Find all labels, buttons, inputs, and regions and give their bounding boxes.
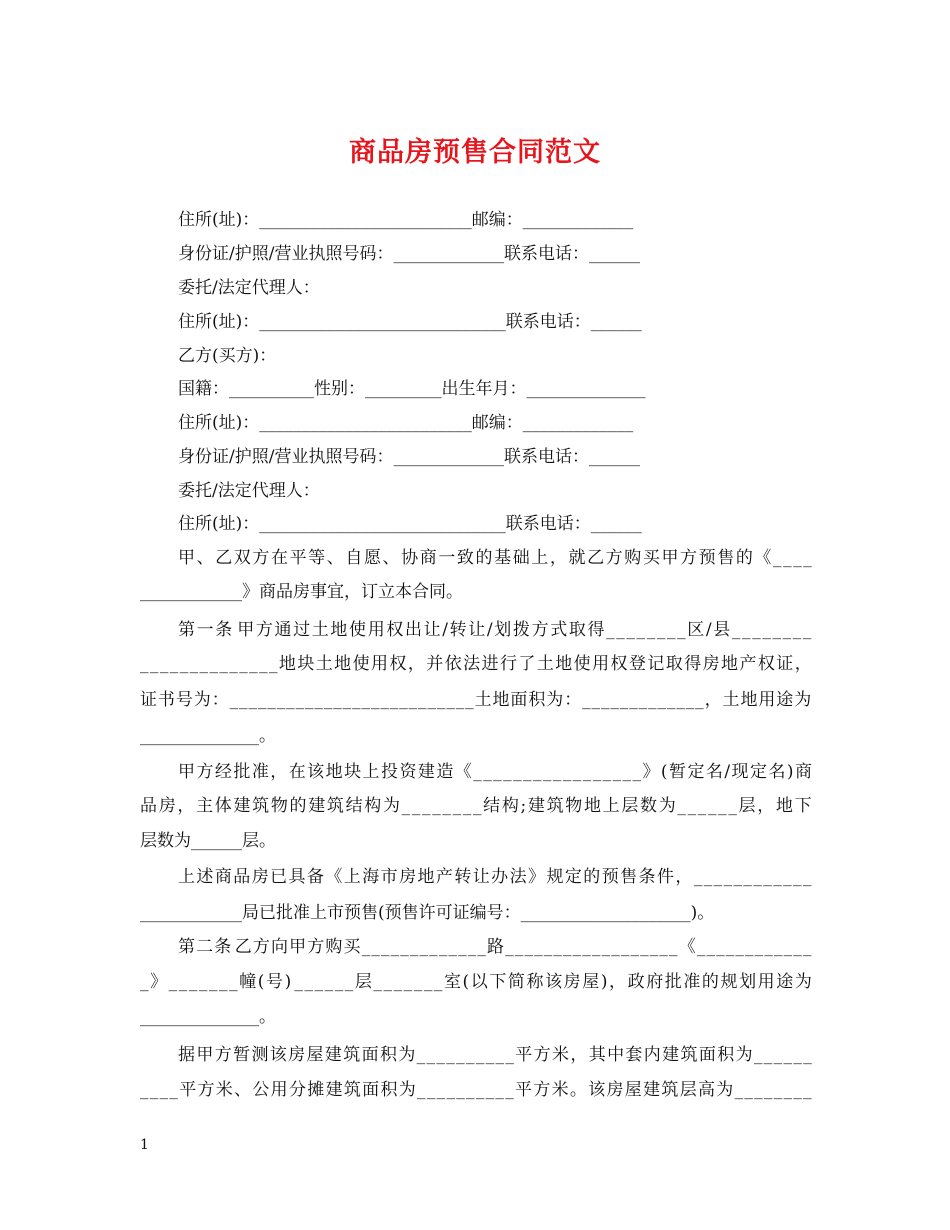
text-line: 品 房 ， 主 体 建 筑 物 的 建 筑 结 构 为 _ _ _ _ _ _ _ _ 结 构 ; 建 筑 物 地 上 层 数 为 _ _ _ _ _ _ 层 ， 地 下: [140, 796, 812, 816]
text-line: 上 述 商 品 房 已 具 备 《 上 海 市 房 地 产 转 让 办 法 》 规 定 的 预 售 条 件 ， _ _ _ _ _ _ _ _ _ _ _ _: [178, 867, 812, 887]
text-line: 身份证/护照/营业执照号码：_____________联系电话：______: [178, 447, 640, 467]
text-line: 国籍：__________性别：_________出生年月：______________: [178, 379, 646, 399]
text-line: 第 一 条 甲 方 通 过 土 地 使 用 权 出 让 / 转 让 / 划 拨 方 式 取 得 _ _ _ _ _ _ _ _ 区 / 县 _ _ _ _ _ _ _ _: [178, 620, 812, 640]
text-line: 甲 、 乙 双 方 在 平 等 、 自 愿 、 协 商 一 致 的 基 础 上 ， 就 乙 方 购 买 甲 方 预 售 的 《 _ _ _ _: [178, 548, 812, 568]
text-line: 层数为______层。: [140, 831, 276, 851]
text-line: 乙方(买方)：: [178, 346, 277, 366]
text-line: 住所(址)：_________________________邮编：_____________: [178, 413, 634, 433]
text-line: _ _ _ _ 平 方 米 、 公 用 分 摊 建 筑 面 积 为 _ _ _ _ _ _ _ _ _ _ 平 方 米 。 该 房 屋 建 筑 层 高 为 _ _ _ _ _ _ _ _: [140, 1080, 812, 1100]
text-line: 委托/法定代理人：: [178, 481, 320, 501]
text-line: 住所(址)：_________________________邮编：_____________: [178, 210, 634, 230]
text-line: 委托/法定代理人：: [178, 278, 320, 298]
text-line: 第 二 条 乙 方 向 甲 方 购 买 _ _ _ _ _ _ _ _ _ _ _ _ _ 路 _ _ _ _ _ _ _ _ _ _ _ _ _ _ _ _ _ _ 《 _ _ _ _ _ _ _ _ _ _ _ _: [178, 937, 812, 957]
text-line: 据 甲 方 暂 测 该 房 屋 建 筑 面 积 为 _ _ _ _ _ _ _ _ _ _ 平 方 米 ， 其 中 套 内 建 筑 面 积 为 _ _ _ _ _ _: [178, 1045, 812, 1065]
text-line: _ _ _ _ _ _ _ _ _ _ _ _ _ _ 地 块 土 地 使 用 权 ， 并 依 法 进 行 了 土 地 使 用 权 登 记 取 得 房 地 产 权 证 ，: [140, 654, 812, 674]
text-line: _ 》 _ _ _ _ _ _ _ 幢 ( 号 ) _ _ _ _ _ _ 层 _ _ _ _ _ _ _ 室 ( 以 下 简 称 该 房 屋 ) ， 政 府 批 准 的 规 划 用 途 为: [140, 972, 812, 992]
document-title: 商品房预售合同范文: [349, 137, 601, 168]
text-line: 住所(址)：_____________________________联系电话：______: [178, 312, 642, 332]
text-line: 证 书 号 为 ： _ _ _ _ _ _ _ _ _ _ _ _ _ _ _ _ _ _ _ _ _ _ _ _ _ _ 土 地 面 积 为 ： _ _ _ _ _ _ _ _ _ _ _ _ _ ， 土 地 用 途 为: [140, 690, 812, 710]
text-line: ____________》商品房事宜，订立本合同。: [140, 582, 463, 602]
text-line: 甲 方 经 批 准 ， 在 该 地 块 上 投 资 建 造 《 _ _ _ _ _ _ _ _ _ _ _ _ _ _ _ _ _ 》 ( 暂 定 名 / 现 定 名 ) 商: [178, 762, 812, 782]
text-line: ______________。: [140, 1007, 276, 1027]
text-line: 身份证/护照/营业执照号码：_____________联系电话：______: [178, 244, 640, 264]
page-number: 1: [140, 1137, 149, 1153]
text-line: 住所(址)：_____________________________联系电话：______: [178, 514, 642, 534]
text-line: ____________局已批准上市预售(预售许可证编号：____________________)。: [140, 903, 715, 923]
text-line: ______________。: [140, 726, 276, 746]
